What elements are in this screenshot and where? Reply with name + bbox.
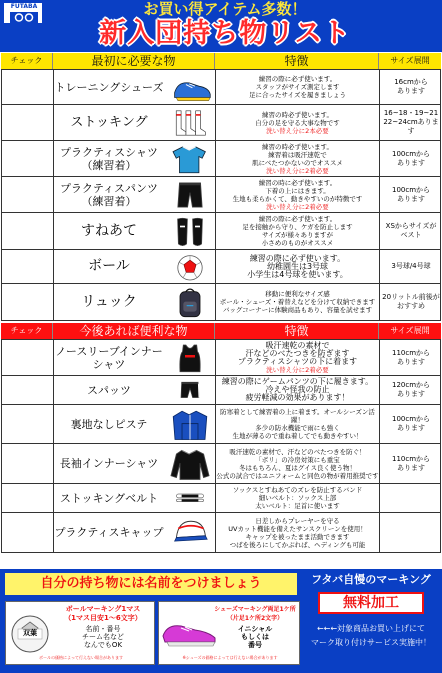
check-box[interactable] <box>2 284 54 320</box>
item-feature <box>216 376 380 404</box>
ball-marking-line: チーム名など <box>82 633 124 641</box>
feature-line: 練習の時に必ず使います。 <box>258 178 337 187</box>
header-item: 最初に必要な物 <box>53 53 215 69</box>
feature-line: 練習の際に必ず使います。 <box>249 253 346 263</box>
shoe-marking-sample-icon <box>161 616 217 648</box>
item-feature <box>216 513 380 552</box>
size-line: 100cmから <box>391 149 431 158</box>
pants-icon <box>167 178 213 212</box>
size-line: あります <box>397 357 425 366</box>
item-image <box>164 141 216 176</box>
feature-line: 太いベルト：足首に使います <box>255 502 340 510</box>
item-size <box>380 513 442 552</box>
header-size: サイズ展開 <box>390 326 430 335</box>
item-name: トレーニングシューズ <box>54 80 164 94</box>
feature-line: サイズが様々ありますが <box>262 231 333 239</box>
item-size <box>380 105 442 140</box>
feature-line: 幼稚園生は3号球 <box>266 261 329 271</box>
size-text <box>392 381 430 399</box>
feature-line: 足を接触から守り、ケガを防止します <box>242 223 353 231</box>
size-text <box>380 109 442 136</box>
size-line: ベスト <box>400 231 422 239</box>
feature-line: 吸汗速乾の素材で、汗などのべたつきを防ぐ！ <box>229 447 366 456</box>
item-size <box>380 250 442 283</box>
spats-icon <box>167 377 213 404</box>
item-feature <box>216 340 380 375</box>
ball-icon <box>167 251 213 283</box>
feature-line: 防寒着として練習着の上に着ます。オールシーズン活躍！ <box>220 408 375 424</box>
feature-line: 自分の足を守る大事な物です <box>255 118 340 127</box>
size-line: 16cmから <box>394 78 428 86</box>
check-box[interactable] <box>2 141 54 176</box>
shoe-marking-sub: （片足1ケ所2文字） <box>226 615 284 622</box>
size-text <box>386 222 437 240</box>
item-image <box>164 405 216 443</box>
item-feature <box>216 284 380 320</box>
item-name: ストッキングベルト <box>59 491 159 505</box>
check-box[interactable] <box>2 405 54 443</box>
feature-line: バッグコーナーに体験商品もあり、容量を試せます <box>222 306 373 314</box>
shoe-marking-title: シューズマーキング両足1ケ所 <box>214 606 296 613</box>
size-line: XSからサイズが <box>385 222 437 230</box>
shoe-marking-line: 番号 <box>248 641 262 649</box>
size-line: 120cmから <box>391 381 431 389</box>
feature-line: 下着の上にはきます。 <box>265 186 330 195</box>
header-check: チェック <box>1 323 53 339</box>
shoe-marking-box <box>158 601 300 665</box>
item-size <box>380 177 442 212</box>
item-name: 裏地なしピステ <box>70 417 148 431</box>
header-item: 今後あれば便利な物 <box>53 323 215 339</box>
item-image <box>164 105 216 140</box>
size-line: 110cmから <box>391 348 431 357</box>
item-name: ストッキング <box>70 115 148 130</box>
item-image <box>164 340 216 375</box>
check-box[interactable] <box>2 250 54 283</box>
check-box[interactable] <box>2 340 54 375</box>
feature-line: 汗などのべたつきを防ぎます <box>245 348 350 358</box>
header-feature: 特徴 <box>215 323 379 339</box>
ball-marking-line: 名前・番号 <box>85 625 121 633</box>
feature-line: 疲労軽減の効果があります！ <box>245 393 350 402</box>
item-size <box>380 70 442 104</box>
table-row <box>1 484 441 513</box>
shoe-marking-line: もしくは <box>241 633 269 641</box>
item-name: リュック <box>81 293 137 310</box>
feature-line: ソックスとすねあてのズレを防止するバンド <box>232 486 363 494</box>
item-feature <box>216 250 380 283</box>
check-box[interactable] <box>2 444 54 483</box>
feature-line: つばを後ろにしてかぶれば、ヘディングも可能 <box>229 540 366 549</box>
jacket-icon <box>167 406 213 443</box>
logo-text: FUTABA <box>10 3 38 10</box>
feature-line: 冬はもちろん、夏はグイス良く使う物！ <box>239 463 356 472</box>
feature-line: 小学生は4号球を使います。 <box>247 269 348 279</box>
table-row <box>1 405 441 444</box>
socks-icon <box>167 106 213 140</box>
table-row <box>1 69 441 105</box>
shoe-icon <box>167 70 213 104</box>
item-name: ボール <box>88 258 130 274</box>
item-image <box>164 484 216 512</box>
item-name: すねあて <box>81 222 137 239</box>
size-line: 22~24cmあります <box>383 118 439 135</box>
item-size <box>380 444 442 483</box>
item-size <box>380 213 442 249</box>
feature-line: 日差しからプレーヤーを守る <box>255 516 340 525</box>
size-line: おすすめ <box>396 302 426 310</box>
feature-warning: 洗い替え分に2着必要 <box>266 365 329 374</box>
feature-line: 細いベルト：ソックス上部 <box>258 494 337 502</box>
feature-line: 練習の際に必ず使います。 <box>258 215 337 223</box>
feature-warning: 洗い替え分に2着必要 <box>266 202 329 211</box>
size-line: あります <box>397 390 425 398</box>
tanktop-icon <box>167 340 213 375</box>
header-size: サイズ展開 <box>390 56 430 65</box>
shoe-marking-line: イニシャル <box>237 625 273 633</box>
size-text <box>392 186 430 204</box>
header <box>0 0 442 52</box>
feature-line: UVカット機能を備えたサンスクリーンを使用！ <box>228 524 367 533</box>
size-text <box>392 455 430 473</box>
feature-line: 小さめのものがオススメ <box>261 239 334 247</box>
size-line: 110cmから <box>391 454 431 463</box>
feature-line: 練習の際に必ず使います。 <box>258 75 337 83</box>
ball-marking-note: ボールの価格によって行えない場合があります <box>39 655 123 660</box>
table-row <box>1 213 441 250</box>
feature-line: 練習着は吸汗速乾で <box>268 150 327 159</box>
promo-headline: フタバ自慢のマーキング <box>311 573 431 586</box>
size-text <box>392 349 430 367</box>
promo-note-line: ←←←対象商品お買い上げにて <box>316 624 426 633</box>
table-row <box>1 339 441 376</box>
check-box[interactable] <box>2 213 54 249</box>
table-row <box>1 250 441 284</box>
check-box[interactable] <box>2 105 54 140</box>
item-image <box>164 284 216 320</box>
item-feature <box>216 105 380 140</box>
size-text <box>391 262 430 271</box>
check-box[interactable] <box>2 70 54 104</box>
feature-line: 練習の時必ず使います。 <box>262 110 333 119</box>
check-box[interactable] <box>2 177 54 212</box>
item-name: プラクティスシャツ（練習着） <box>60 145 158 172</box>
size-text <box>392 415 430 433</box>
feature-line: 冷えや怪我の防止 <box>265 385 330 394</box>
feature-line: 練習の際にゲームパンツの下に履きます。 <box>221 377 374 386</box>
item-size <box>380 405 442 443</box>
item-feature <box>216 70 380 104</box>
shoe-marking-note: ※シューズの価格によっては行えない場合があります <box>182 655 278 660</box>
size-line: あります <box>397 194 425 203</box>
item-image <box>164 177 216 212</box>
feature-line: 吸汗速乾の素材で <box>265 340 330 350</box>
item-size <box>380 484 442 512</box>
size-line: 100cmから <box>391 185 431 194</box>
item-image <box>164 213 216 249</box>
item-name: ノースリーブインナーシャツ <box>55 344 163 371</box>
item-size <box>380 284 442 320</box>
item-feature <box>216 177 380 212</box>
ball-marking-box <box>5 601 155 665</box>
item-image <box>164 70 216 104</box>
size-line: あります <box>397 158 425 167</box>
cap-icon <box>167 514 213 552</box>
table-row <box>1 105 441 141</box>
item-image <box>164 513 216 552</box>
belt-icon <box>167 485 213 512</box>
feature-line: 公式の試合ではユニフォームと同色の物が着用推奨です <box>216 471 379 480</box>
check-box[interactable] <box>2 484 54 512</box>
feature-line: 練習の時必ず使います。 <box>262 142 333 151</box>
item-name: 長袖インナーシャツ <box>59 457 159 470</box>
table-row <box>1 177 441 213</box>
name-reminder-banner: 自分の持ち物には名前をつけましょう <box>5 573 297 595</box>
size-line: あります <box>396 87 425 95</box>
size-text <box>394 78 428 96</box>
item-size <box>380 340 442 375</box>
feature-line: 移動に便利なサイズ感 <box>265 290 330 298</box>
optional-items-header <box>1 323 441 339</box>
subtitle: お買い得アイテム多数！ <box>143 0 307 18</box>
ball-marking-sample-text: 双葉 <box>23 629 37 637</box>
feature-line: 「ボリ」の冷房対策にも重宝 <box>255 455 340 464</box>
feature-warning: 洗い替え分に2着必要 <box>266 166 329 175</box>
item-name: プラクティスキャップ <box>54 526 164 539</box>
item-feature <box>216 444 380 483</box>
marking-promo <box>304 571 438 669</box>
header-feature: 特徴 <box>215 53 379 69</box>
item-feature <box>216 405 380 443</box>
size-line: 100cmから <box>391 415 431 423</box>
ball-marking-sub: （1マス目安1～6文字） <box>64 614 142 622</box>
size-line: 3号球/4号球 <box>391 262 431 270</box>
feature-line: キャップを被ったまま活動できます <box>245 532 350 541</box>
backpack-icon <box>167 285 213 320</box>
feature-line: 足に合ったサイズを履きましょう <box>249 91 346 99</box>
feature-line: 肌にべたつかないのでオススメ <box>252 158 343 167</box>
size-line: 16~18・19~21 <box>383 109 439 117</box>
table-row <box>1 513 441 553</box>
shinguard-icon <box>167 214 213 249</box>
item-image <box>164 376 216 404</box>
shirt-icon <box>167 142 213 176</box>
item-size <box>380 376 442 404</box>
feature-line: スタッフがサイズ測定します <box>255 83 340 91</box>
table-row <box>1 284 441 321</box>
required-items-header <box>1 53 441 69</box>
size-line: あります <box>397 463 425 472</box>
page-title: 新入団持ち物リスト <box>99 18 351 49</box>
item-image <box>164 444 216 483</box>
size-text <box>382 293 440 311</box>
header-check: チェック <box>1 53 53 69</box>
table-row <box>1 444 441 484</box>
check-box[interactable] <box>2 513 54 552</box>
ball-marking-line: なんでもOK <box>83 641 123 649</box>
promo-note-line: マーク取り付けサービス実施中！ <box>311 638 431 647</box>
table-row <box>1 376 441 405</box>
item-feature <box>216 141 380 176</box>
promo-free-badge: 無料加工 <box>318 592 424 614</box>
footer <box>0 569 442 673</box>
longsleeve-icon <box>167 445 213 483</box>
feature-line: 生地が薄るので重ね着してでも動きやすい！ <box>232 432 363 440</box>
size-line: 20リットル前後が <box>382 293 440 301</box>
feature-line: 多少の防水機能で雨にも強く <box>255 424 340 432</box>
item-name: プラクティスパンツ（練習着） <box>59 181 159 208</box>
item-feature <box>216 213 380 249</box>
size-text <box>392 150 430 168</box>
feature-line: 生地も柔らかくて、動きやすいのが特徴です <box>232 194 363 203</box>
feature-warning: 洗い替え分に2本必要 <box>266 126 329 135</box>
item-size <box>380 141 442 176</box>
ball-marking-title: ボールマーキング1マス <box>65 605 141 613</box>
table-row <box>1 141 441 177</box>
item-name: スパッツ <box>87 383 131 397</box>
size-line: あります <box>397 424 425 432</box>
item-image <box>164 250 216 283</box>
item-feature <box>216 484 380 512</box>
feature-line: プラクティスシャツの下に着ます <box>237 356 358 366</box>
check-box[interactable] <box>2 376 54 404</box>
feature-line: ボール・シューズ・着替えなどを分けて収納できます <box>219 298 376 306</box>
